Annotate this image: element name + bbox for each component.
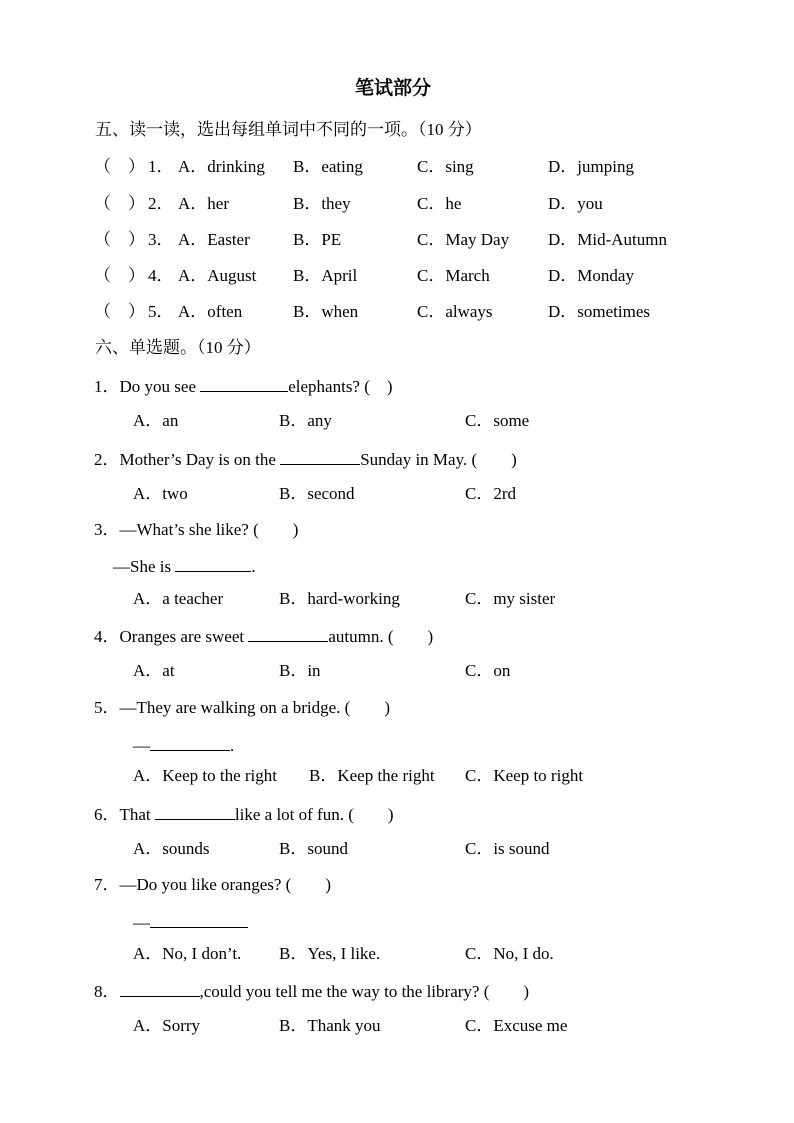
option-d: D．jumping [548, 157, 634, 176]
q4-option-b: B．in [279, 661, 321, 680]
answer-blank[interactable] [175, 555, 251, 572]
question-text: 4．Oranges are sweet [94, 627, 249, 646]
option-a: A．drinking [178, 157, 265, 176]
option-d: D．Mid-Autumn [548, 230, 667, 249]
answer-blank[interactable] [150, 911, 248, 928]
option-a: A．her [178, 194, 229, 213]
answer-paren[interactable]: （ ） [94, 302, 145, 321]
q6-option-b: B．sound [279, 839, 348, 858]
option-a: A．August [178, 266, 257, 285]
question-5: 5．—They are walking on a bridge. ( ) [94, 698, 390, 717]
answer-blank[interactable] [120, 980, 200, 997]
q3-option-c: C．my sister [465, 589, 556, 608]
q2-option-a: A．two [133, 484, 188, 503]
option-c: C．always [417, 302, 493, 321]
item-number: 5． [148, 302, 174, 321]
question-3: 3．—What’s she like? ( ) [94, 520, 299, 539]
q5-option-b: B．Keep the right [309, 766, 435, 785]
question-3-reply [113, 555, 256, 577]
option-c: C．May Day [417, 230, 510, 249]
option-d: D．Monday [548, 266, 634, 285]
option-b: B．eating [293, 157, 363, 176]
item-number: 1． [148, 157, 174, 176]
q1-option-a: A．an [133, 411, 179, 430]
answer-paren[interactable]: （ ） [94, 266, 145, 285]
answer-paren[interactable]: （ ） [94, 157, 145, 176]
answer-blank[interactable] [150, 734, 230, 751]
question-text: 2．Mother’s Day is on the [94, 450, 281, 469]
question-text: 6．That [94, 805, 155, 824]
q7-option-a: A．No, I don’t. [133, 944, 242, 963]
option-d: D．sometimes [548, 302, 650, 321]
option-c: C．he [417, 194, 462, 213]
question-number: 8． [94, 982, 120, 1001]
q4-option-c: C．on [465, 661, 511, 680]
q3-option-a: A．a teacher [133, 589, 224, 608]
q1-option-b: B．any [279, 411, 332, 430]
answer-blank[interactable] [248, 625, 328, 642]
question-2 [94, 448, 517, 470]
q1-option-c: C．some [465, 411, 530, 430]
option-b: B．April [293, 266, 358, 285]
question-text-end: like a lot of fun. ( ) [234, 805, 394, 824]
q6-option-a: A．sounds [133, 839, 210, 858]
option-d: D．you [548, 194, 603, 213]
question-text-end: ,could you tell me the way to the library? ( ) [199, 982, 530, 1001]
question-7: 7．—Do you like oranges? ( ) [94, 875, 332, 894]
q8-option-a: A．Sorry [133, 1016, 201, 1035]
q2-option-b: B．second [279, 484, 355, 503]
answer-blank[interactable] [280, 448, 360, 465]
question-8 [94, 980, 529, 1002]
q6-option-c: C．is sound [465, 839, 550, 858]
question-7-reply [133, 911, 248, 933]
reply-text: —She is [113, 557, 176, 576]
answer-blank[interactable] [155, 803, 235, 820]
question-4 [94, 625, 433, 647]
item-number: 4． [148, 266, 174, 285]
item-number: 2． [148, 194, 174, 213]
question-6 [94, 803, 394, 825]
section-6-heading: 六、单选题。（10 分） [95, 338, 261, 357]
q7-option-b: B．Yes, I like. [279, 944, 381, 963]
answer-paren[interactable]: （ ） [94, 230, 145, 249]
answer-paren[interactable]: （ ） [94, 194, 145, 213]
option-c: C．March [417, 266, 490, 285]
option-a: A．Easter [178, 230, 250, 249]
question-text-end: Sunday in May. ( ) [360, 450, 517, 469]
question-5-reply [133, 734, 234, 756]
option-b: B．when [293, 302, 359, 321]
page-title: 笔试部分 [355, 78, 432, 99]
q4-option-a: A．at [133, 661, 175, 680]
question-text-end: elephants? ( ) [288, 377, 393, 396]
reply-text: — [133, 736, 150, 755]
q7-option-c: C．No, I do. [465, 944, 554, 963]
option-a: A．often [178, 302, 243, 321]
q2-option-c: C．2rd [465, 484, 516, 503]
answer-blank[interactable] [200, 375, 288, 392]
q8-option-b: B．Thank you [279, 1016, 381, 1035]
question-text-end: autumn. ( ) [328, 627, 434, 646]
question-text: 1．Do you see [94, 377, 201, 396]
option-c: C．sing [417, 157, 474, 176]
q8-option-c: C．Excuse me [465, 1016, 568, 1035]
option-b: B．PE [293, 230, 342, 249]
item-number: 3． [148, 230, 174, 249]
section-5-heading: 五、读一读，选出每组单词中不同的一项。（10 分） [95, 120, 482, 139]
reply-text: — [133, 913, 150, 932]
reply-end: . [251, 557, 256, 576]
reply-end: . [230, 736, 235, 755]
q5-option-a: A．Keep to the right [133, 766, 277, 785]
q5-option-c: C．Keep to right [465, 766, 584, 785]
question-1 [94, 375, 393, 397]
q3-option-b: B．hard-working [279, 589, 400, 608]
option-b: B．they [293, 194, 351, 213]
